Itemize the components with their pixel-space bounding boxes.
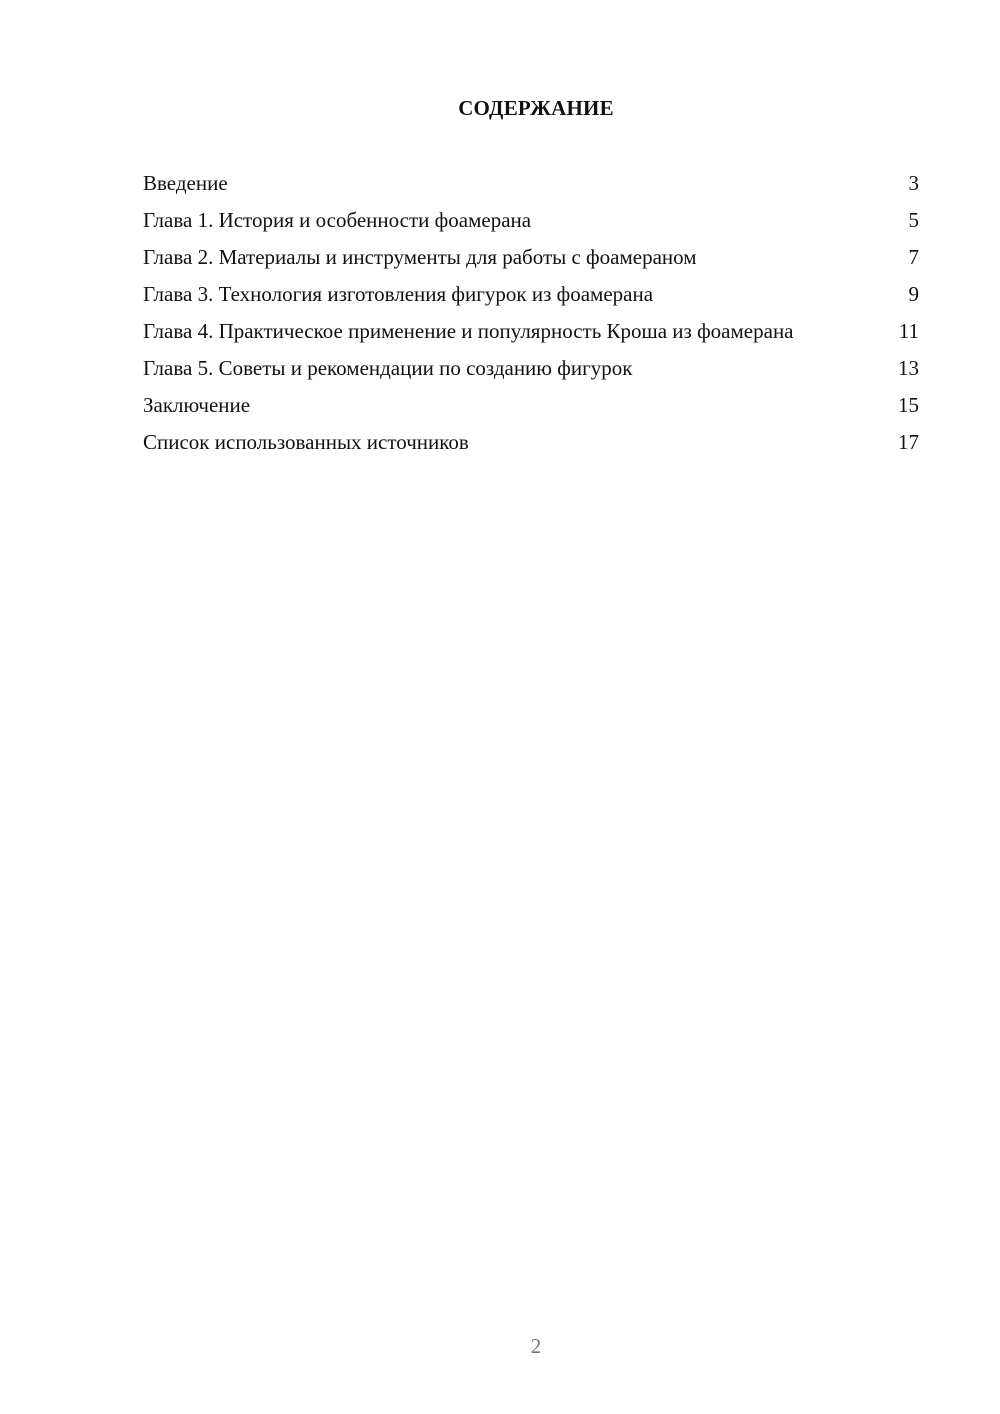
toc-entry-page: 17 xyxy=(898,430,919,454)
toc-entry-title: Список использованных источников xyxy=(143,430,469,454)
toc-entry-title: Глава 5. Советы и рекомендации по созданию фигурок xyxy=(143,356,633,380)
toc-entry-page: 5 xyxy=(908,208,919,232)
toc-entry-page: 15 xyxy=(898,393,919,417)
table-of-contents xyxy=(143,170,919,466)
toc-entry-chapter-3[interactable] xyxy=(143,281,919,307)
toc-entry-chapter-5[interactable] xyxy=(143,355,919,381)
toc-entry-title: Введение xyxy=(143,171,228,195)
toc-entry-title: Глава 4. Практическое применение и популярность Кроша из фоамерана xyxy=(143,319,794,343)
toc-entry-conclusion[interactable] xyxy=(143,392,919,418)
toc-entry-page: 7 xyxy=(908,245,919,269)
toc-heading: СОДЕРЖАНИЕ xyxy=(458,96,614,120)
toc-entry-title: Глава 2. Материалы и инструменты для работы с фоамераном xyxy=(143,245,697,269)
toc-entry-page: 9 xyxy=(908,282,919,306)
toc-entry-chapter-2[interactable] xyxy=(143,244,919,270)
toc-entry-chapter-1[interactable] xyxy=(143,207,919,233)
toc-entry-title: Заключение xyxy=(143,393,251,417)
toc-entry-page: 13 xyxy=(898,356,919,380)
toc-entry-title: Глава 1. История и особенности фоамерана xyxy=(143,208,532,232)
toc-entry-page: 11 xyxy=(898,319,919,343)
toc-entry-chapter-4[interactable] xyxy=(143,318,919,344)
toc-entry-title: Глава 3. Технология изготовления фигурок из фоамерана xyxy=(143,282,654,306)
toc-entry-references[interactable] xyxy=(143,429,919,455)
toc-entry-introduction[interactable] xyxy=(143,170,919,196)
page-number: 2 xyxy=(530,1334,542,1358)
toc-entry-page: 3 xyxy=(908,171,919,195)
